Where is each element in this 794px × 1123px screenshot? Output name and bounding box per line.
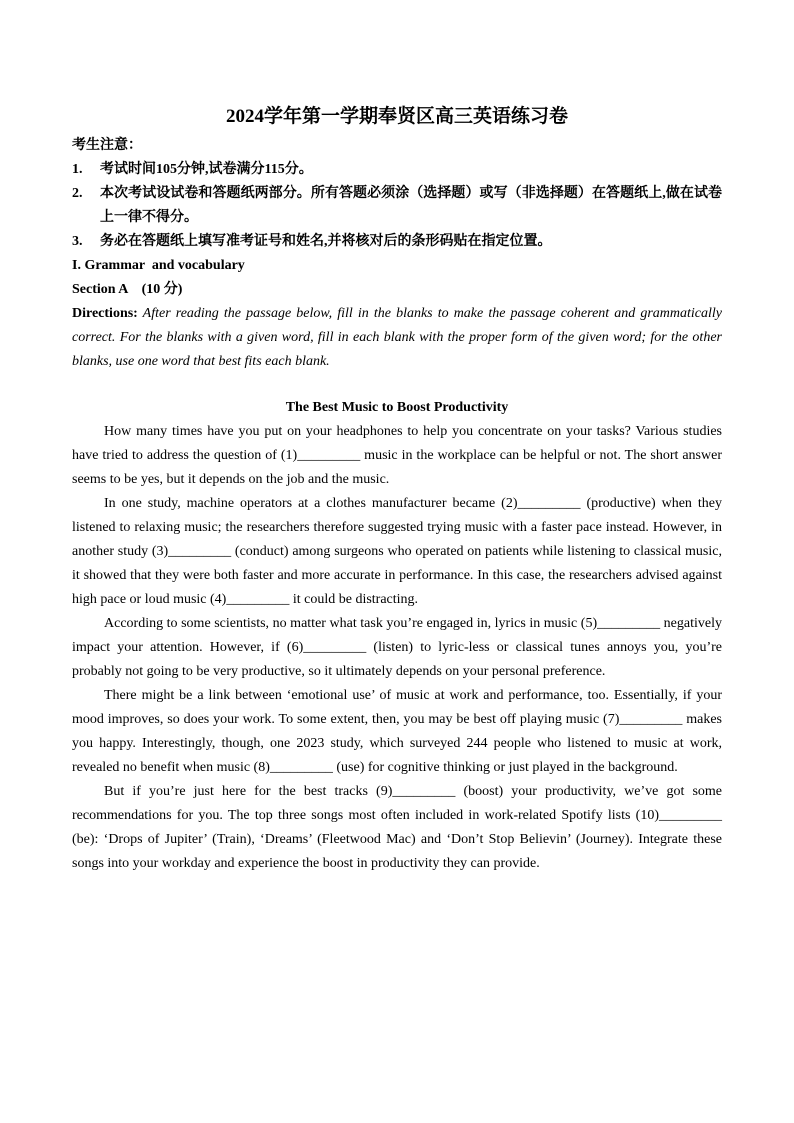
notice-number: 1. [72, 162, 83, 177]
notice-text: 务必在答题纸上填写准考证号和姓名,并将核对后的条形码贴在指定位置。 [100, 234, 552, 249]
passage-title: The Best Music to Boost Productivity [285, 400, 509, 415]
part-heading: I. Grammar and vocabulary [72, 258, 245, 273]
notice-text: 考试时间105分钟,试卷满分115分。 [100, 162, 313, 177]
directions-label: Directions: [72, 306, 138, 321]
notice-item-2 [72, 182, 722, 230]
passage-paragraph-2: In one study, machine operators at a clothes manufacturer became (2)_________ (productive) when they listened to relaxing music; the researchers therefore suggested trying music with a faster pace instead. However, in another study (3)_________ (conduct) among surgeons who operated on patients while listening to classical music, it showed that they were both faster and more accurate in performance. In this case, the researchers advised against high pace or loud music (4)_________ it could be distracting. [72, 496, 722, 607]
directions-text: After reading the passage below, fill in the blanks to make the passage coherent and grammatically correct. For the blanks with a given word, fill in each blank with the proper form of the given word; for the other blanks, use one word that best fits each blank. [72, 306, 722, 369]
passage-paragraph-4: There might be a link between ‘emotional use’ of music at work and performance, too. Essentially, if your mood improves, so does your work. To some extent, then, you may be best off playing music (7)_________ makes you happy. Interestingly, though, one 2023 study, which surveyed 244 people who listened to music at work, revealed no benefit when music (8)_________ (use) for cognitive thinking or just played in the background. [72, 688, 722, 775]
passage-paragraph-3: According to some scientists, no matter what task you’re engaged in, lyrics in music (5)_________ negatively impact your attention. However, if (6)_________ (listen) to lyric-less or classical tunes annoys you, you’re probably not going to be very productive, so it ultimately depends on your personal preference. [72, 616, 722, 679]
directions [72, 302, 722, 374]
notice-number: 3. [72, 234, 83, 249]
notice-heading: 考生注意： [72, 138, 142, 153]
passage-paragraph-5: But if you’re just here for the best tracks (9)_________ (boost) your productivity, we’ve got some recommendations for you. The top three songs most often included in work-related Spotify lists (10)_________ (be): ‘Drops of Jupiter’ (Train), ‘Dreams’ (Fleetwood Mac) and ‘Don’t Stop Believin’ (Journey). Integrate these songs into your workday and experience the boost in productivity they can provide. [72, 784, 722, 871]
exam-page [72, 102, 722, 876]
passage-paragraph-1: How many times have you put on your headphones to help you concentrate on your tasks? Various studies have tried to address the question of (1)_________ music in the workplace can be helpful or not. The short answer seems to be yes, but it depends on the job and the music. [72, 424, 722, 487]
exam-title: 2024学年第一学期奉贤区高三英语练习卷 [225, 106, 568, 127]
notice-list [72, 158, 722, 254]
notice-item-3 [72, 230, 722, 254]
notice-text: 本次考试设试卷和答题纸两部分。所有答题必须涂（选择题）或写（非选择题）在答题纸上,做在试卷上一律不得分。 [100, 186, 722, 225]
notice-number: 2. [72, 186, 83, 201]
notice-item-1 [72, 158, 722, 182]
section-heading: Section A (10 分) [72, 282, 183, 297]
